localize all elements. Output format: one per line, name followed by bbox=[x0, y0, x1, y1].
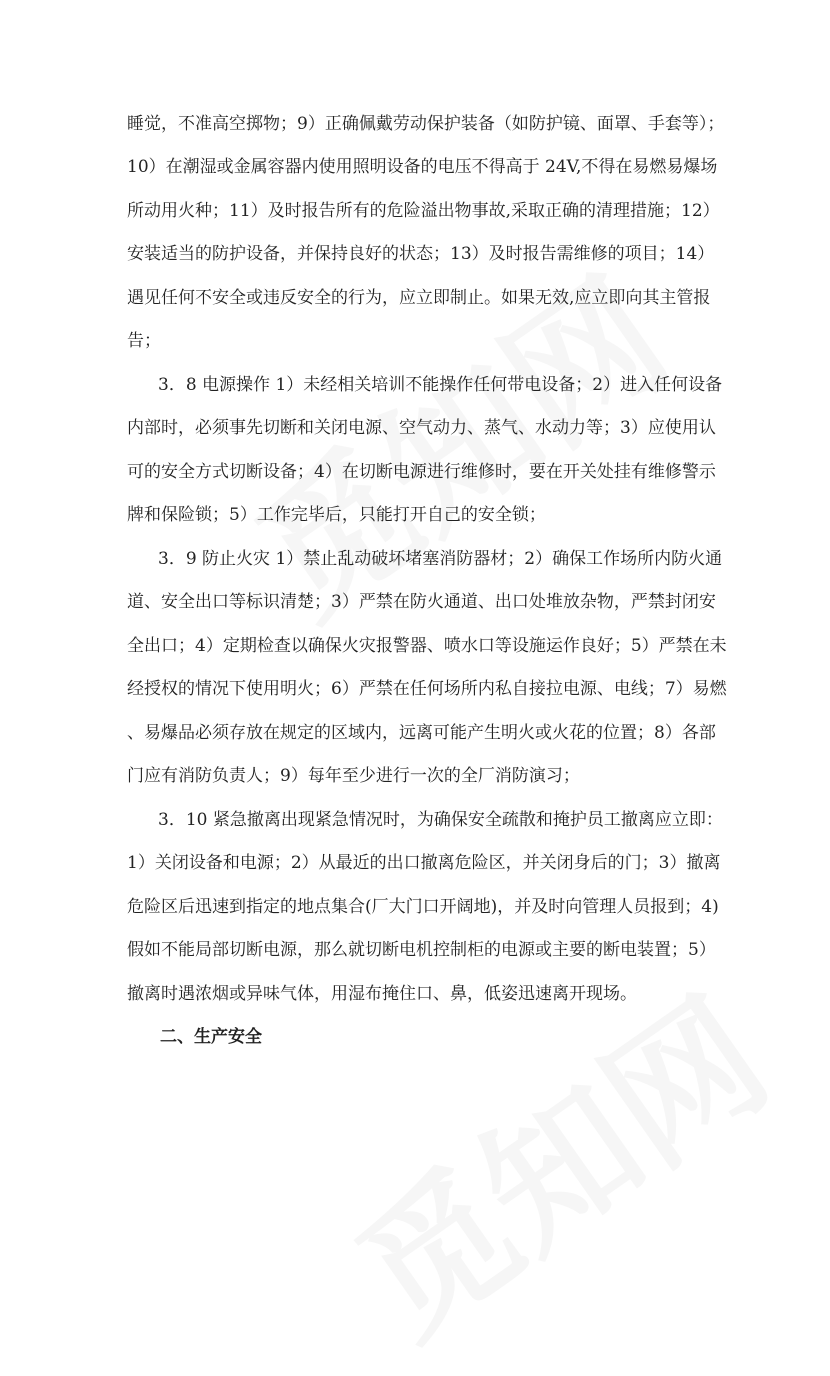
text-line: 所动用火种；11）及时报告所有的危险溢出物事故,采取正确的清理措施；12） bbox=[127, 201, 720, 221]
text-line: 1）关闭设备和电源；2）从最近的出口撤离危险区，并关闭身后的门；3）撤离 bbox=[127, 853, 721, 873]
text-line: 全出口；4）定期检查以确保火灾报警器、喷水口等设施运作良好；5）严禁在未 bbox=[127, 636, 727, 656]
text-line: 道、安全出口等标识清楚；3）严禁在防火通道、出口处堆放杂物，严禁封闭安 bbox=[127, 592, 716, 612]
text-line: 假如不能局部切断电源，那么就切断电机控制柜的电源或主要的断电装置；5） bbox=[127, 940, 716, 960]
text-line: 危险区后迅速到指定的地点集合(厂大门口开阔地)，并及时向管理人员报到；4) bbox=[127, 897, 719, 917]
text-line: 、易爆品必须存放在规定的区域内，远离可能产生明火或火花的位置；8）各部 bbox=[127, 723, 716, 743]
text-line: 经授权的情况下使用明火；6）严禁在任何场所内私自接拉电源、电线；7）易燃 bbox=[127, 679, 727, 699]
section-heading: 二、生产安全 bbox=[160, 1027, 262, 1047]
text-line: 3．8 电源操作 1）未经相关培训不能操作任何带电设备；2）进入任何设备 bbox=[158, 375, 723, 395]
text-line: 10）在潮湿或金属容器内使用照明设备的电压不得高于 24V,不得在易燃易爆场 bbox=[127, 157, 718, 177]
text-line: 安装适当的防护设备，并保持良好的状态；13）及时报告需维修的项目；14） bbox=[127, 244, 715, 264]
text-line: 3．10 紧急撤离出现紧急情况时，为确保安全疏散和掩护员工撤离应立即： bbox=[158, 810, 723, 830]
text-line: 牌和保险锁；5）工作完毕后，只能打开自己的安全锁； bbox=[127, 505, 546, 525]
text-line: 遇见任何不安全或违反安全的行为，应立即制止。如果无效,应立即向其主管报 bbox=[127, 288, 711, 308]
text-line: 可的安全方式切断设备；4）在切断电源进行维修时，要在开关处挂有维修警示 bbox=[127, 462, 716, 482]
text-line: 睡觉，不准高空掷物；9）正确佩戴劳动保护装备（如防护镜、面罩、手套等）； bbox=[127, 114, 725, 134]
text-line: 告； bbox=[127, 331, 161, 351]
watermark bbox=[309, 940, 802, 1375]
text-line: 3．9 防止火灾 1）禁止乱动破坏堵塞消防器材；2）确保工作场所内防火通 bbox=[158, 549, 723, 569]
text-line: 撤离时遇浓烟或异味气体，用湿布掩住口、鼻，低姿迅速离开现场。 bbox=[127, 984, 637, 1004]
text-line: 门应有消防负责人；9）每年至少进行一次的全厂消防演习； bbox=[127, 766, 580, 786]
text-line: 内部时，必须事先切断和关闭电源、空气动力、蒸气、水动力等；3）应使用认 bbox=[127, 418, 716, 438]
